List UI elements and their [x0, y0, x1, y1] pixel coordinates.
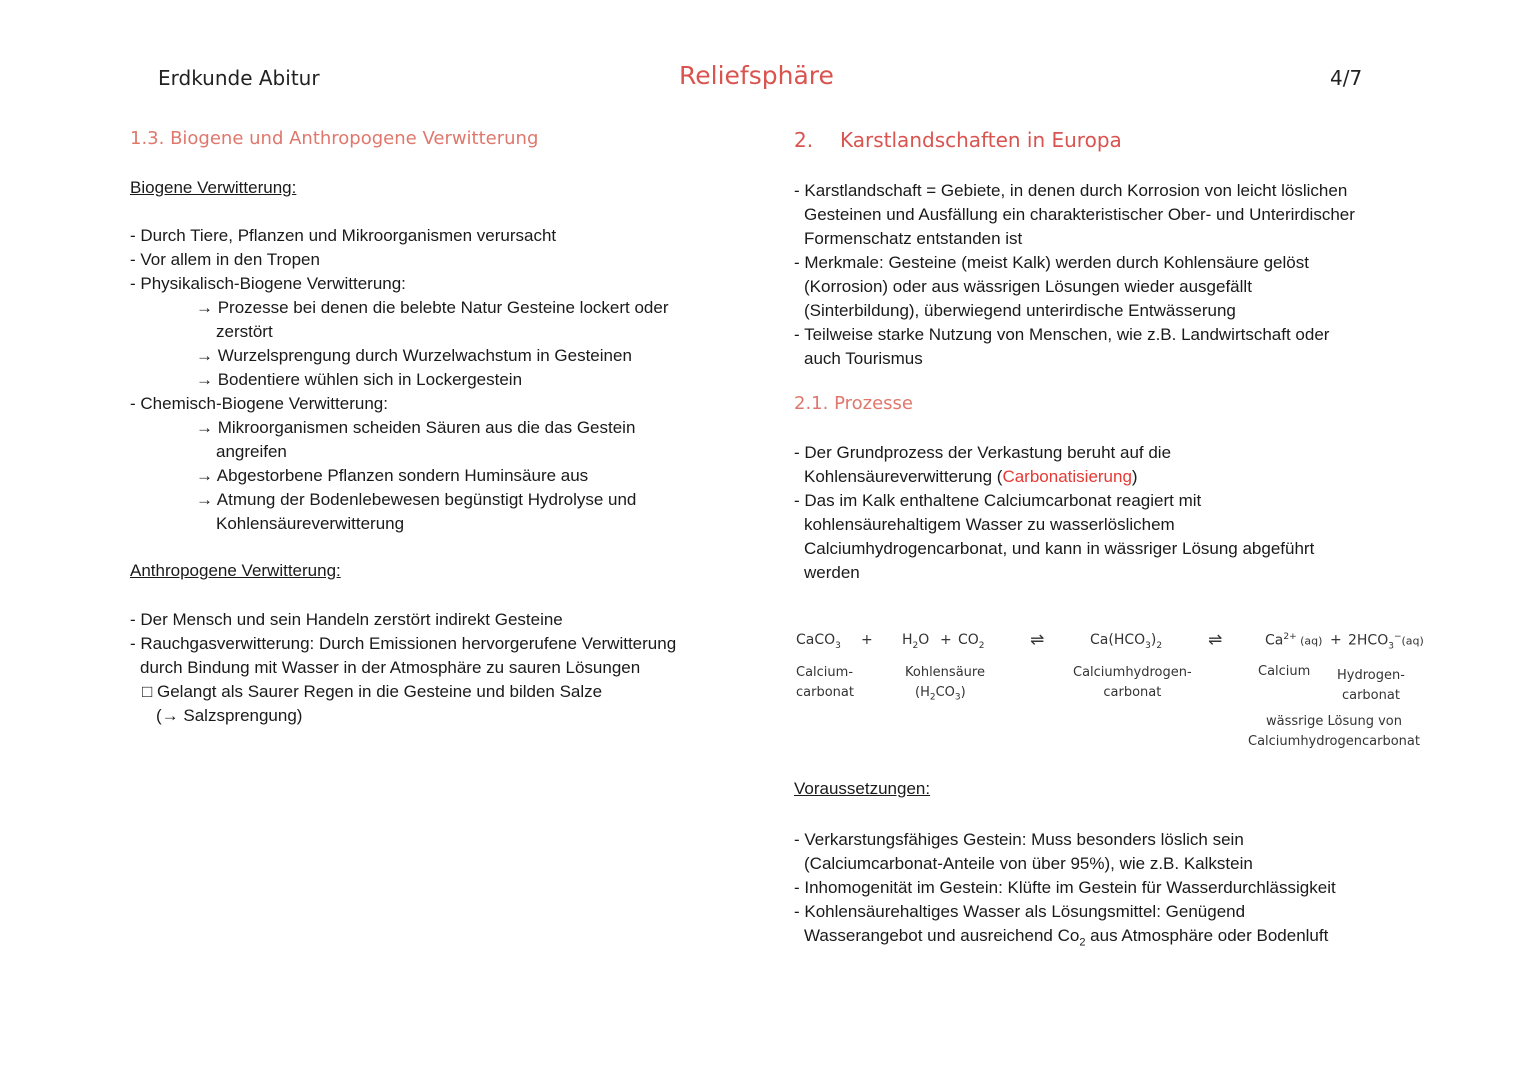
plus-sign: + — [1330, 632, 1342, 648]
formula-cahco3: $Ca(HCO_3)_2$ — [1090, 632, 1163, 651]
list-item: Formenschatz entstanden ist — [804, 229, 1023, 248]
list-item: - Durch Tiere, Pflanzen und Mikroorganismen verursacht — [130, 226, 557, 245]
list-item: - Kohlensäurehaltiges Wasser als Lösungsmittel: Genügend — [794, 902, 1246, 921]
list-item: - Teilweise starke Nutzung von Menschen, wie z.B. Landwirtschaft oder — [794, 325, 1330, 344]
list-item: Wasserangebot und ausreichend $Co_2$ aus Atmosphäre oder Bodenluft — [804, 926, 1329, 949]
text-span: ) — [1131, 467, 1138, 486]
page-number: 4/7 — [1330, 66, 1363, 90]
list-item: - Das im Kalk enthaltene Calciumcarbonat reagiert mit — [794, 491, 1202, 510]
equilibrium-arrow: ⇌ — [1030, 630, 1045, 650]
list-item: Gesteinen und Ausfällung ein charakteristischer Ober- und Unterirdischer — [804, 205, 1355, 224]
biogene-heading: Biogene Verwitterung: — [130, 178, 297, 197]
list-item: - Inhomogenität im Gestein: Klüfte im Gestein für Wasserdurchlässigkeit — [794, 878, 1336, 897]
formula-caco3: CaCO$_3$ — [796, 632, 841, 651]
list-item: auch Tourismus — [804, 349, 923, 368]
list-item: (Sinterbildung), überwiegend unterirdische Entwässerung — [804, 301, 1236, 320]
text-span: Kohlensäureverwitterung ( — [804, 467, 1003, 486]
biogene-list — [130, 224, 669, 536]
list-item: → Wurzelsprengung durch Wurzelwachstum in Gesteinen — [196, 346, 632, 365]
label-hydrogencarbonat: Hydrogen- carbonat — [1337, 668, 1405, 703]
list-item: (Korrosion) oder aus wässrigen Lösungen wieder ausgefällt — [804, 277, 1252, 296]
formula-co2: $CO_2$ — [958, 632, 985, 651]
list-item: - Physikalisch-Biogene Verwitterung: — [130, 274, 406, 293]
plus-sign: + — [940, 632, 952, 648]
list-item: Calciumhydrogencarbonat, und kann in wässriger Lösung abgeführt — [804, 539, 1315, 558]
list-item: - Karstlandschaft = Gebiete, in denen durch Korrosion von leicht löslichen — [794, 181, 1348, 200]
section-number: 2. — [794, 128, 814, 152]
list-item: - Verkarstungsfähiges Gestein: Muss besonders löslich sein — [794, 830, 1244, 849]
list-item: □ Gelangt als Saurer Regen in die Gesteine und bilden Salze — [142, 682, 603, 701]
section-title-prozesse: 2.1. Prozesse — [794, 393, 913, 414]
list-item — [794, 465, 1314, 489]
section-title-text: Karstlandschaften in Europa — [840, 128, 1122, 152]
list-item: → Abgestorbene Pflanzen sondern Huminsäure aus — [196, 466, 589, 485]
label-calciumcarbonat: Calcium- carbonat — [796, 665, 854, 700]
list-item: → Mikroorganismen scheiden Säuren aus die das Gestein — [196, 418, 636, 437]
label-calciumhydrogencarbonat: Calciumhydrogen- carbonat — [1073, 665, 1192, 700]
page-title: Reliefsphäre — [679, 61, 834, 90]
list-item: → Prozesse bei denen die belebte Natur Gesteine lockert oder — [196, 298, 669, 317]
list-item: - Rauchgasverwitterung: Durch Emissionen hervorgerufene Verwitterung — [130, 634, 677, 653]
section-title-verwitterung: 1.3. Biogene und Anthropogene Verwitterung — [130, 128, 539, 149]
equilibrium-arrow: ⇌ — [1208, 630, 1223, 650]
anthropogene-list — [130, 608, 676, 728]
karst-list — [794, 179, 1355, 371]
formula-hco3-ion: $2HCO_3^-(aq)$ — [1348, 632, 1424, 652]
list-item: - Vor allem in den Tropen — [130, 250, 320, 269]
list-item: → Bodentiere wühlen sich in Lockergestein — [196, 370, 523, 389]
formula-h2o: $H_2O$ — [902, 632, 930, 651]
list-item: durch Bindung mit Wasser in der Atmosphäre zu sauren Lösungen — [140, 658, 641, 677]
list-item: zerstört — [216, 322, 273, 341]
section-title-karst — [794, 128, 1122, 152]
label-waessrige-loesung: wässrige Lösung von Calciumhydrogencarbonat — [1248, 714, 1420, 749]
list-item: angreifen — [216, 442, 287, 461]
voraussetzungen-list — [794, 828, 1336, 948]
list-item: - Chemisch-Biogene Verwitterung: — [130, 394, 388, 413]
voraussetzungen-heading: Voraussetzungen: — [794, 779, 931, 798]
list-item: → Atmung der Bodenlebewesen begünstigt Hydrolyse und — [196, 490, 637, 509]
list-item: - Der Grundprozess der Verkastung beruht auf die — [794, 443, 1172, 462]
header-subject: Erdkunde Abitur — [158, 66, 320, 90]
list-item: kohlensäurehaltigem Wasser zu wasserlöslichem — [804, 515, 1175, 534]
list-item: (→ Salzsprengung) — [156, 706, 303, 725]
plus-sign: + — [861, 632, 873, 648]
list-item: werden — [804, 563, 860, 582]
anthropogene-heading: Anthropogene Verwitterung: — [130, 561, 341, 580]
list-item: (Calciumcarbonat-Anteile von über 95%), wie z.B. Kalkstein — [804, 854, 1253, 873]
label-calcium: Calcium — [1258, 664, 1311, 679]
prozesse-list — [794, 441, 1314, 585]
highlight-carbonatisierung: Carbonatisierung — [1002, 467, 1132, 486]
list-item: - Merkmale: Gesteine (meist Kalk) werden durch Kohlensäure gelöst — [794, 253, 1309, 272]
formula-ca-ion: $Ca^{2+}$ (aq) — [1265, 632, 1323, 649]
list-item: - Der Mensch und sein Handeln zerstört indirekt Gesteine — [130, 610, 563, 629]
label-kohlensaeure: Kohlensäure $(H_2CO_3)$ — [905, 665, 985, 703]
list-item: Kohlensäureverwitterung — [216, 514, 405, 533]
